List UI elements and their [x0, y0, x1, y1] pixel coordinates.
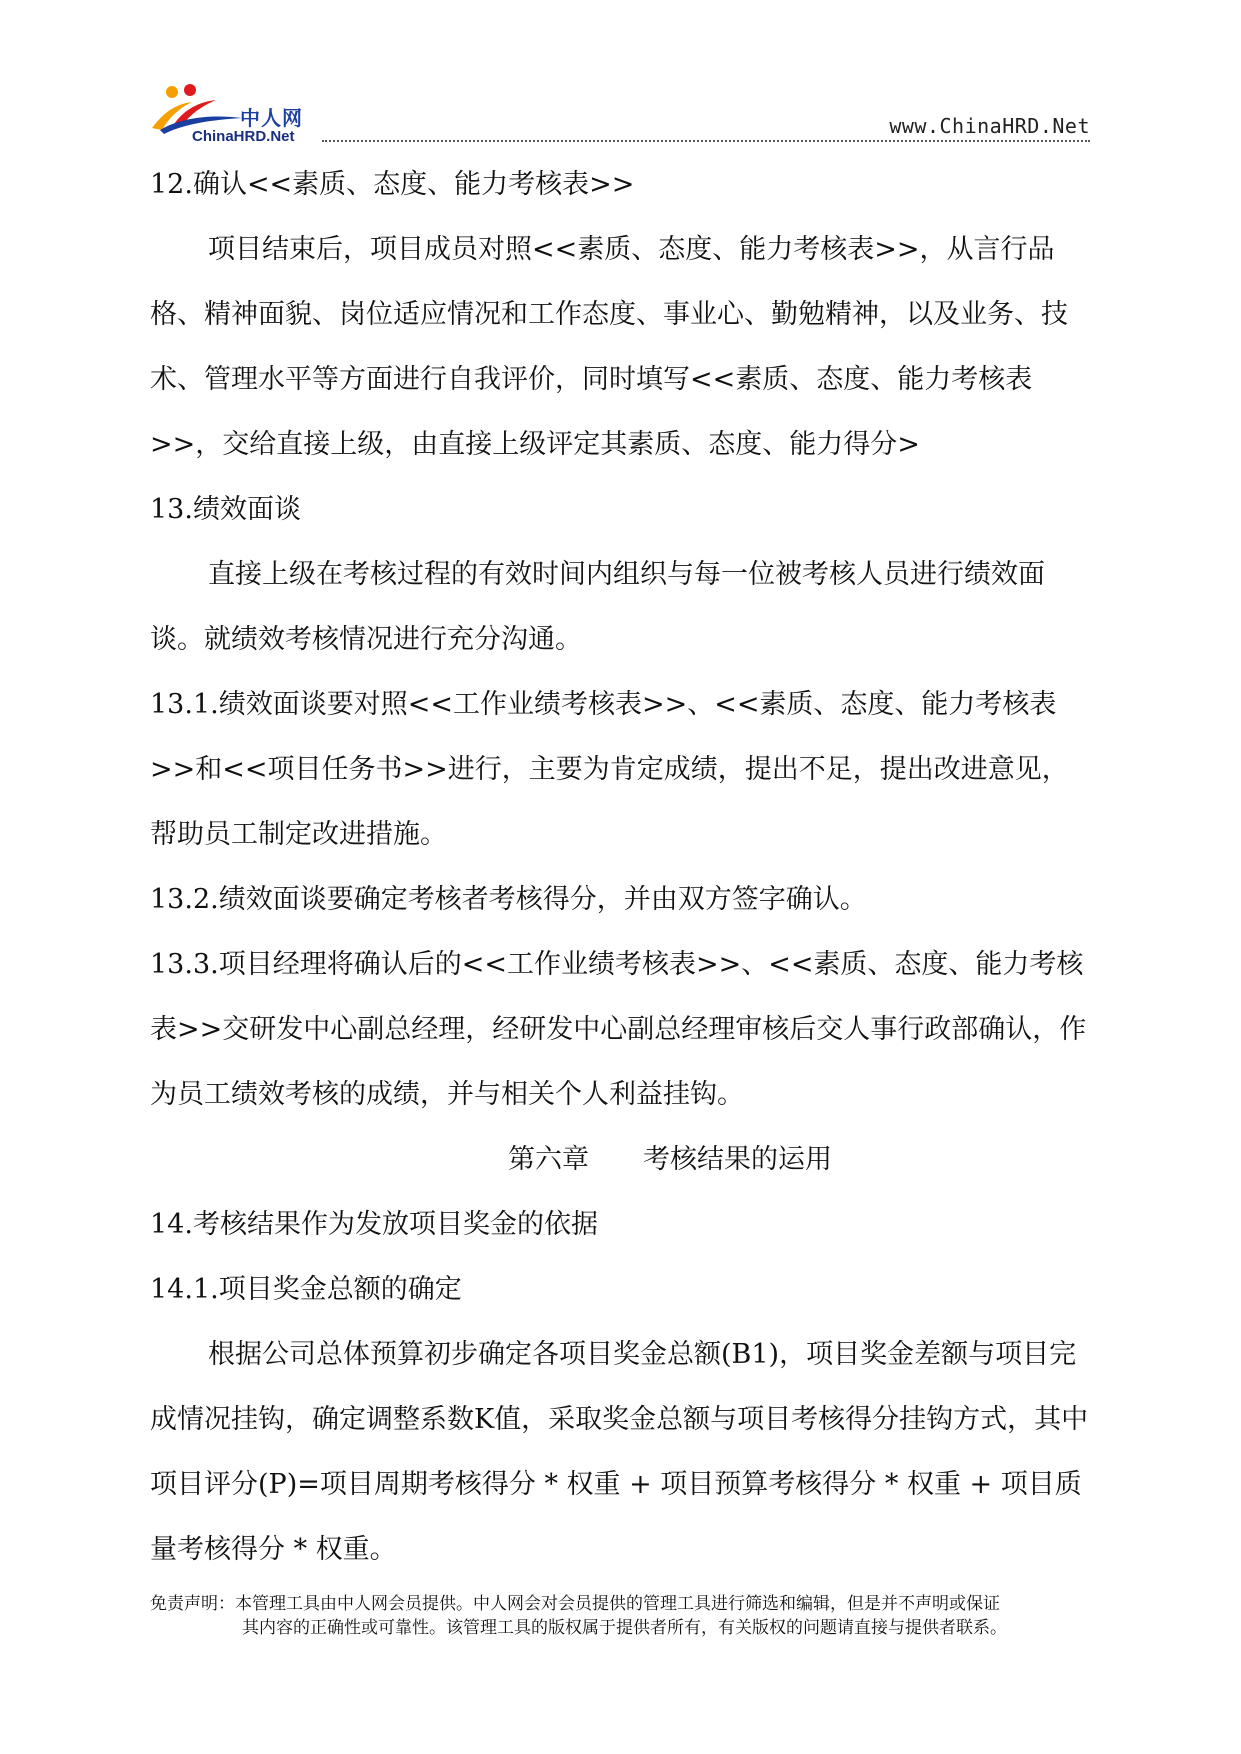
paragraph-13-body: 直接上级在考核过程的有效时间内组织与每一位被考核人员进行绩效面谈。就绩效考核情况进行充分沟通。: [150, 559, 1045, 655]
logo-english-text: ChinaHRD.Net: [192, 128, 295, 145]
header-dotted-rule: [322, 140, 1090, 142]
paragraph-13-3: 13.3.项目经理将确认后的<<工作业绩考核表>>、<<素质、态度、能力考核表>>交研发中心副总经理，经研发中心副总经理审核后交人事行政部确认，作为员工绩效考核的成绩，并与相关个人利益挂钩。: [150, 949, 1087, 1110]
logo-chinese-text: 中人网: [240, 106, 303, 130]
paragraph-14-1-body: 根据公司总体预算初步确定各项目奖金总额(B1)，项目奖金差额与项目完成情况挂钩，确定调整系数K值，采取奖金总额与项目考核得分挂钩方式，其中项目评分(P)=项目周期考核得分 * 权重 + 项目预算考核得分 * 权重 + 项目质量考核得分 * 权重。: [150, 1339, 1089, 1565]
disclaimer-line-2: 其内容的正确性或可靠性。该管理工具的版权属于提供者所有，有关版权的问题请直接与提供者联系。: [242, 1618, 1007, 1638]
page-header: [150, 84, 1090, 144]
chinahrd-logo: [150, 84, 320, 144]
disclaimer-line-1: 免责声明：本管理工具由中人网会员提供。中人网会对会员提供的管理工具进行筛选和编辑，但是并不声明或保证: [150, 1594, 1000, 1614]
paragraph-13-1: 13.1.绩效面谈要对照<<工作业绩考核表>>、<<素质、态度、能力考核表>>和<<项目任务书>>进行，主要为肯定成绩，提出不足，提出改进意见，帮助员工制定改进措施。: [150, 689, 1069, 850]
chapter-heading: 第六章 考核结果的运用: [508, 1144, 832, 1175]
paragraph-13-2: 13.2.绩效面谈要确定考核者考核得分，并由双方签字确认。: [150, 884, 867, 915]
logo-figures-icon: [150, 84, 245, 134]
site-url: www.ChinaHRD.Net: [889, 114, 1090, 138]
paragraph-12-body: 项目结束后，项目成员对照<<素质、态度、能力考核表>>，从言行品格、精神面貌、岗位适应情况和工作态度、事业心、勤勉精神，以及业务、技术、管理水平等方面进行自我评价，同时填写<<素质、态度、能力考核表>>，交给直接上级，由直接上级评定其素质、态度、能力得分>: [150, 234, 1068, 460]
disclaimer-footer: [150, 1592, 1090, 1640]
paragraph-12: 12.确认<<素质、态度、能力考核表>>: [150, 169, 635, 200]
document-body: [150, 152, 1090, 1582]
paragraph-14-1: 14.1.项目奖金总额的确定: [150, 1274, 462, 1305]
paragraph-13: 13.绩效面谈: [150, 494, 301, 525]
paragraph-14: 14.考核结果作为发放项目奖金的依据: [150, 1209, 598, 1240]
